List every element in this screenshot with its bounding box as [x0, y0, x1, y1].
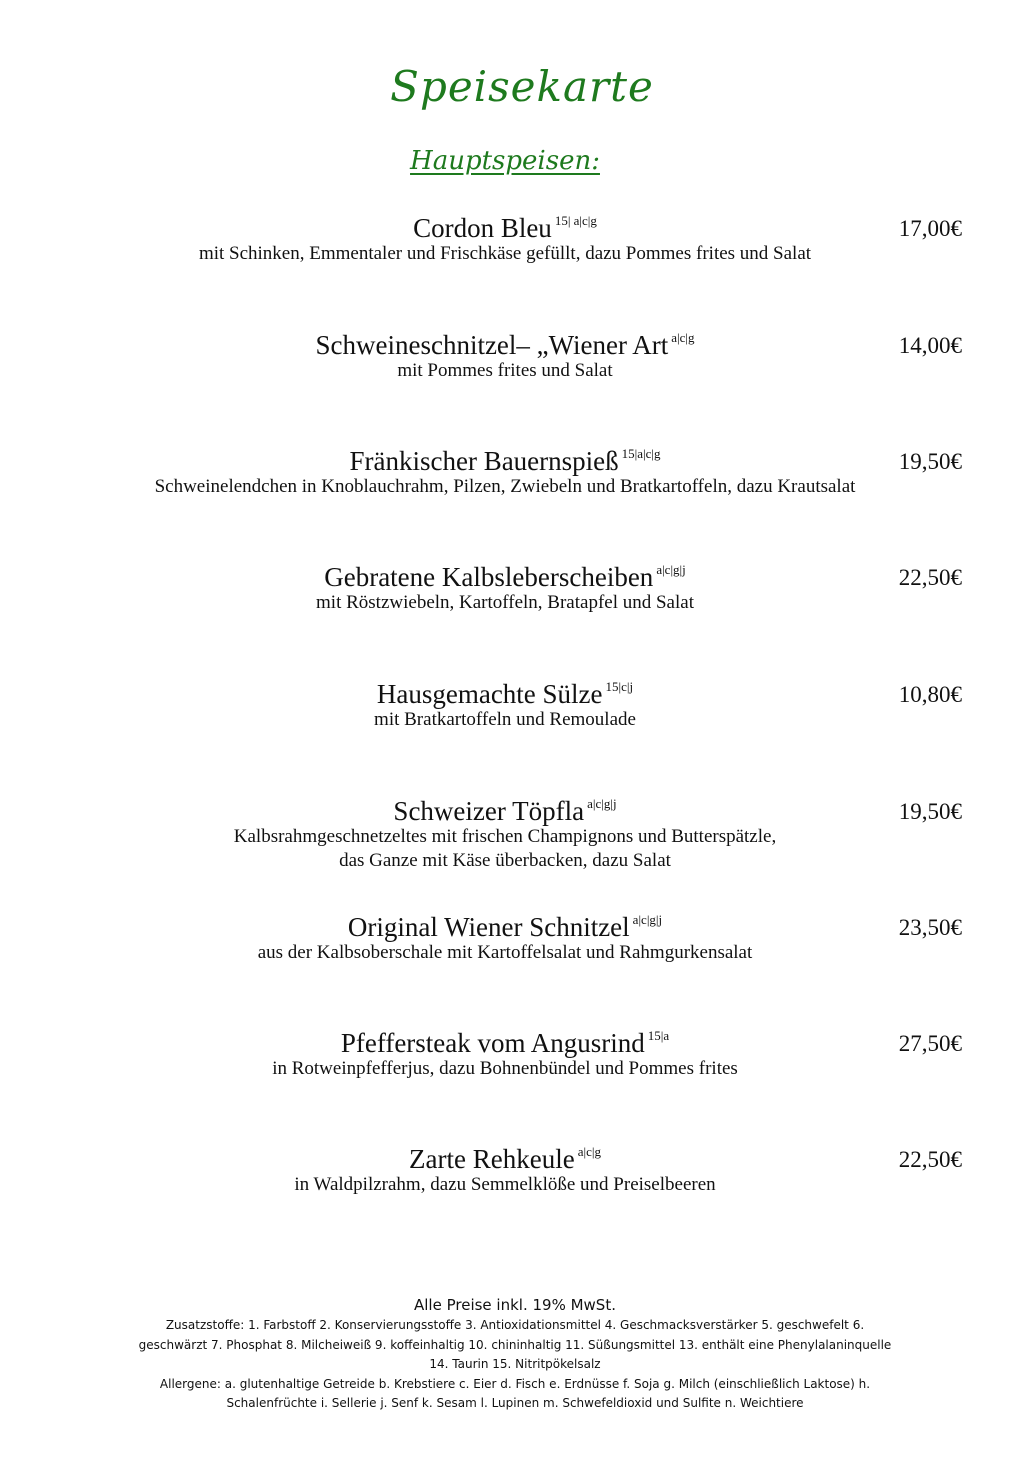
dish-name: Zarte Rehkeule	[409, 1144, 575, 1174]
page-title: Speisekarte	[390, 62, 654, 111]
dish-description: aus der Kalbsoberschale mit Kartoffelsalat und Rahmgurkensalat	[257, 942, 753, 963]
dish-description: in Rotweinpfefferjus, dazu Bohnenbündel und Pommes frites	[272, 1058, 738, 1079]
dish-name: Original Wiener Schnitzel	[347, 912, 630, 942]
dish-description: mit Bratkartoffeln und Remoulade	[374, 709, 636, 730]
dish-name-line	[0, 445, 1010, 477]
allergen-codes: 15|a	[647, 1028, 670, 1043]
dish-name-line	[0, 329, 1010, 361]
dish-description: Kalbsrahmgeschnetzeltes mit frischen Champignons und Butterspätzle, das Ganze mit Käse überbacken, dazu Salat	[233, 826, 777, 871]
dish-name: Cordon Bleu	[413, 213, 552, 243]
allergen-codes: a|c|g|j	[632, 912, 663, 927]
allergen-codes: 15|c|j	[605, 679, 634, 694]
dish-description: mit Pommes frites und Salat	[397, 360, 613, 381]
allergen-codes: a|c|g	[577, 1144, 601, 1159]
dish-price: 19,50€	[898, 799, 962, 824]
dish-description: mit Röstzwiebeln, Kartoffeln, Bratapfel und Salat	[316, 592, 694, 613]
vat-note: Alle Preise inkl. 19% MwSt.	[414, 1296, 616, 1314]
allergen-codes: a|c|g|j	[587, 796, 617, 811]
dish-name-line	[0, 1143, 1010, 1175]
section-title: Hauptspeisen:	[410, 146, 600, 176]
dish-description: mit Schinken, Emmentaler und Frischkäse gefüllt, dazu Pommes frites und Salat	[198, 243, 812, 264]
dish-price: 10,80€	[898, 682, 962, 707]
dish-price: 17,00€	[898, 216, 962, 241]
allergen-codes: 15| a|c|g	[554, 213, 597, 228]
dish-price: 27,50€	[898, 1031, 962, 1056]
dish-name: Pfeffersteak vom Angusrind	[340, 1028, 645, 1058]
dish-description: in Waldpilzrahm, dazu Semmelklöße und Preiselbeeren	[294, 1174, 716, 1195]
dish-price: 23,50€	[898, 915, 962, 940]
allergens-note: Allergene: a. glutenhaltige Getreide b. Krebstiere c. Eier d. Fisch e. Erdnüsse f. Soja g. Milch (einschließlich Laktose) h. Schalenfrüchte i. Sellerie j. Senf k. Sesam l. Lupinen m. Schwefeldioxid und Sulfite n. Weichtiere	[159, 1376, 871, 1410]
dish-name: Gebratene Kalbsleberscheiben	[324, 562, 654, 592]
dish-price: 22,50€	[898, 565, 962, 590]
dish-price: 19,50€	[898, 449, 962, 474]
dish-name-line	[0, 911, 1010, 943]
dish-name-line	[0, 795, 1010, 827]
allergen-codes: 15|a|c|g	[621, 446, 661, 461]
footer	[130, 1294, 900, 1414]
dish-description: Schweinelendchen in Knoblauchrahm, Pilzen, Zwiebeln und Bratkartoffeln, dazu Krautsalat	[154, 476, 856, 497]
dish-price: 22,50€	[898, 1147, 962, 1172]
dish-name-line	[0, 212, 1010, 244]
dish-name: Schweizer Töpfla	[393, 796, 585, 826]
dish-name-line	[0, 561, 1010, 593]
dish-name: Hausgemachte Sülze	[376, 679, 603, 709]
allergen-codes: a|c|g	[671, 330, 695, 345]
dish-name-line	[0, 678, 1010, 710]
dish-name-line	[0, 1027, 1010, 1059]
allergen-codes: a|c|g|j	[656, 562, 686, 577]
dish-name: Schweineschnitzel– „Wiener Art	[315, 330, 669, 360]
dish-price: 14,00€	[898, 333, 962, 358]
additives-note: Zusatzstoffe: 1. Farbstoff 2. Konservierungsstoffe 3. Antioxidationsmittel 4. Geschmacksverstärker 5. geschwefelt 6. geschwärzt 7. Phosphat 8. Milcheiweiß 9. koffeinhaltig 10. chininhaltig 11. Süßungsmittel 13. enthält eine Phenylalaninquelle 14. Taurin 15. Nitritpökelsalz	[138, 1318, 892, 1371]
dish-name: Fränkischer Bauernspieß	[349, 446, 619, 476]
